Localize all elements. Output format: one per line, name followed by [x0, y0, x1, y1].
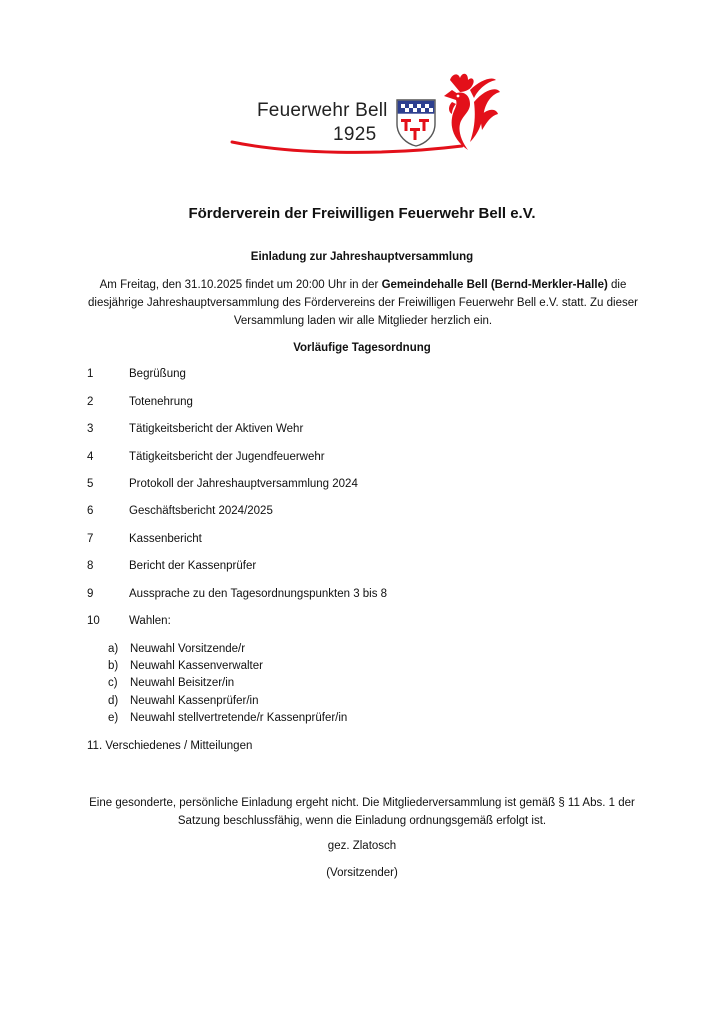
election-letter: a) [108, 643, 119, 655]
election-letter: b) [108, 660, 119, 672]
agenda-label: Tätigkeitsbericht der Jugendfeuerwehr [129, 451, 325, 463]
agenda-number: 7 [87, 533, 94, 545]
agenda-label: Totenehrung [129, 396, 193, 408]
logo-text-name: Feuerwehr Bell [257, 100, 388, 121]
election-label: Neuwahl stellvertretende/r Kassenprüfer/in [130, 712, 348, 724]
coat-of-arms-icon [395, 98, 437, 148]
agenda-number: 10 [87, 615, 100, 627]
closing-paragraph: Eine gesonderte, persönliche Einladung ergeht nicht. Die Mitgliederversammlung ist gemäß § 11 Abs. 1 der Satzung beschlussfähig, wenn die Einladung ordnungsgemäß erfolgt ist. [89, 797, 635, 827]
agenda-number: 4 [87, 451, 94, 463]
agenda-label: Aussprache zu den Tagesordnungspunkten 3 bis 8 [129, 588, 388, 600]
intro-paragraph [86, 276, 640, 330]
election-label: Neuwahl Kassenprüfer/in [130, 695, 259, 707]
election-label: Neuwahl Beisitzer/in [130, 677, 235, 689]
agenda-label: Bericht der Kassenprüfer [129, 560, 257, 572]
invitation-heading: Einladung zur Jahreshauptversammlung [250, 251, 474, 263]
election-label: Neuwahl Vorsitzende/r [130, 643, 246, 655]
agenda-label: Protokoll der Jahreshauptversammlung 2024 [129, 478, 358, 490]
agenda-item-11: 11. Verschiedenes / Mitteilungen [87, 740, 253, 752]
document-title: Förderverein der Freiwilligen Feuerwehr Bell e.V. [188, 205, 536, 222]
agenda-label: Tätigkeitsbericht der Aktiven Wehr [129, 423, 304, 435]
rooster-icon [440, 72, 502, 154]
intro-venue: Gemeindehalle Bell (Bernd-Merkler-Halle) [381, 279, 608, 291]
agenda-number: 8 [87, 560, 94, 572]
election-letter: d) [108, 695, 119, 707]
signature: gez. Zlatosch [327, 840, 397, 852]
agenda-number: 9 [87, 588, 94, 600]
agenda-number: 1 [87, 368, 94, 380]
agenda-number: 2 [87, 396, 94, 408]
logo-text-year: 1925 [333, 124, 377, 145]
intro-text-end: die diesjährige Jahreshauptversammlung des Fördervereins der Freiwilligen Feuerwehr Bell e.V. statt. Zu dieser Versammlung laden wir alle Mitglieder herzlich ein. [88, 279, 638, 327]
agenda-number: 6 [87, 505, 94, 517]
agenda-number: 3 [87, 423, 94, 435]
agenda-label: Geschäftsbericht 2024/2025 [129, 505, 273, 517]
election-letter: c) [108, 677, 118, 689]
agenda-heading: Vorläufige Tagesordnung [293, 342, 431, 354]
election-letter: e) [108, 712, 119, 724]
agenda-label: Begrüßung [129, 368, 186, 380]
agenda-number: 5 [87, 478, 94, 490]
agenda-label: Kassenbericht [129, 533, 202, 545]
agenda-label: Wahlen: [129, 615, 171, 627]
election-label: Neuwahl Kassenverwalter [130, 660, 263, 672]
signature-role: (Vorsitzender) [326, 867, 398, 879]
intro-text-start: Am Freitag, den 31.10.2025 findet um 20:00 Uhr in der [99, 279, 382, 291]
